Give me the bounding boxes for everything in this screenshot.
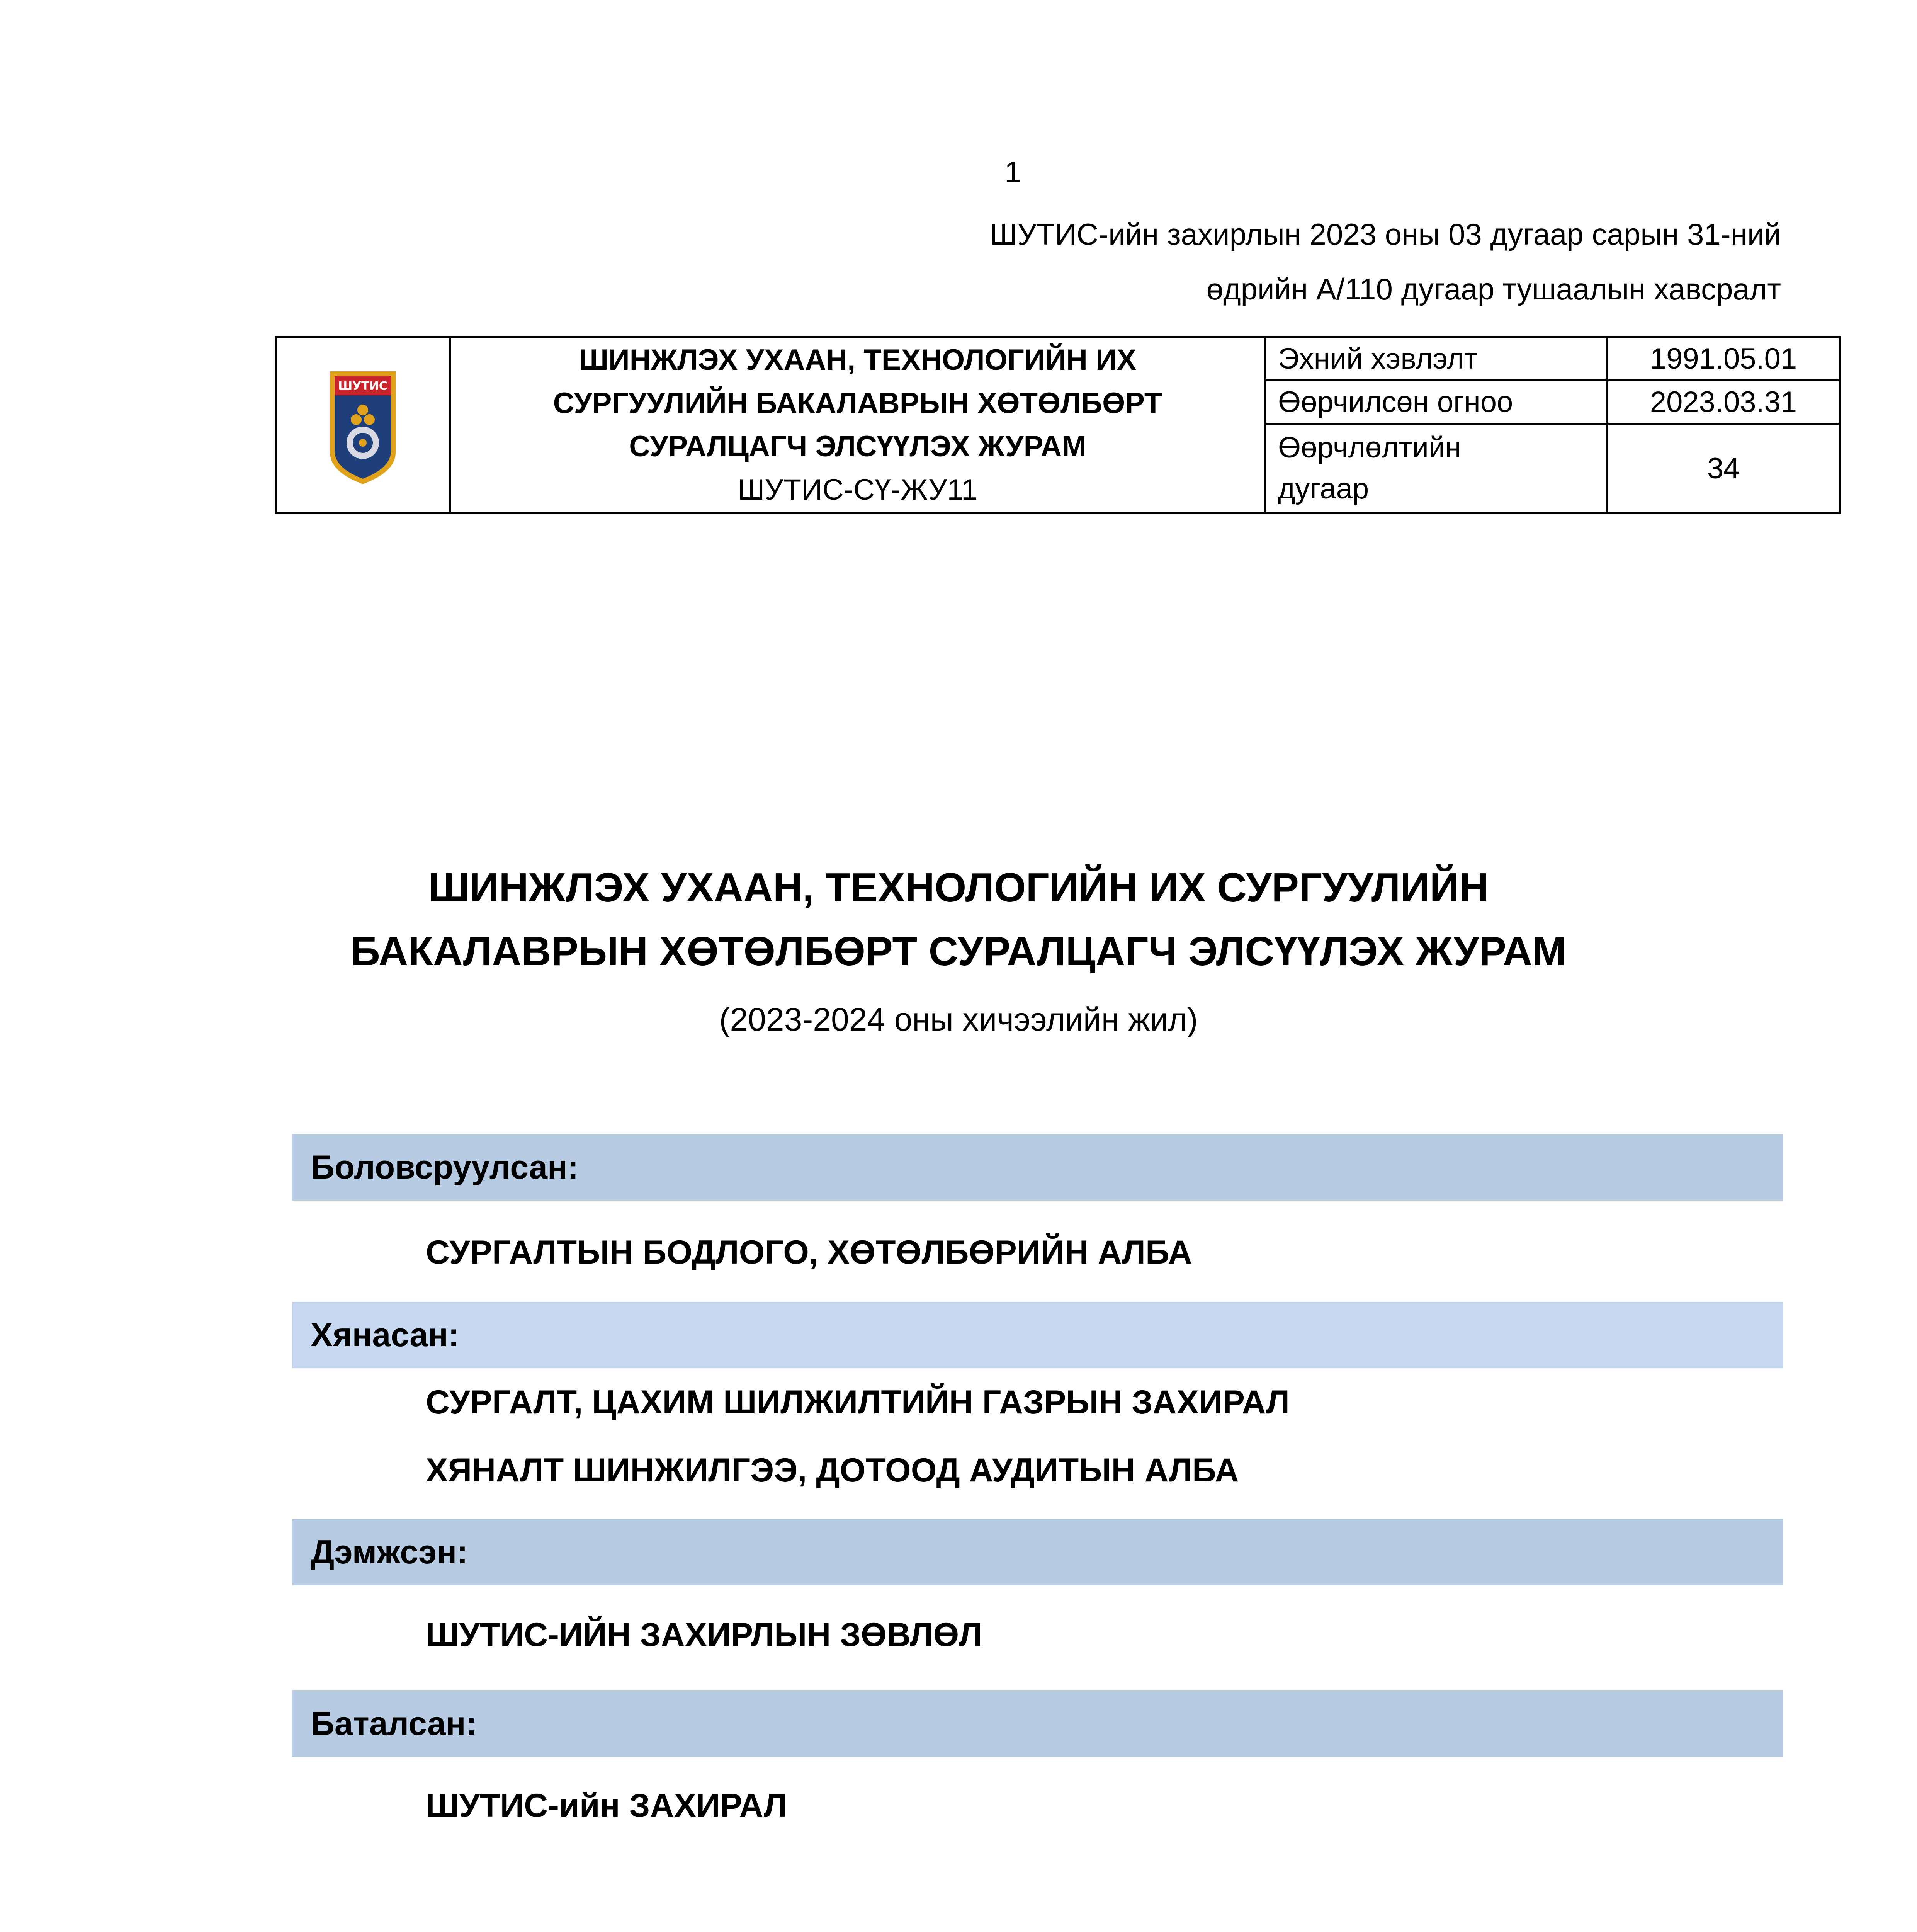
approval-name: СУРГАЛТ, ЦАХИМ ШИЛЖИЛТИЙН ГАЗРЫН ЗАХИРАЛ: [426, 1384, 1290, 1421]
order-reference-line-1: ШУТИС-ийн захирлын 2023 оны 03 дугаар сарын 31-ний: [989, 217, 1781, 251]
revision-number-label-line-1: Өөрчлөлтийн: [1278, 431, 1462, 464]
main-title: [0, 856, 1917, 983]
svg-text:ШУТИС: ШУТИС: [338, 379, 387, 393]
approval-section: [292, 1134, 1783, 1840]
header-title-line-3: СУРАЛЦАГЧ ЭЛСҮҮЛЭХ ЖУРАМ: [629, 430, 1086, 463]
first-edition-value: 1991.05.01: [1608, 337, 1840, 381]
document-header-table: [275, 336, 1841, 514]
revision-number-label-line-2: дугаар: [1278, 472, 1369, 505]
approval-name: ШУТИС-ийн ЗАХИРАЛ: [426, 1787, 787, 1824]
approval-heading-supported: Дэмжсэн:: [292, 1519, 1783, 1585]
approval-name: СУРГАЛТЫН БОДЛОГО, ХӨТӨЛБӨРИЙН АЛБА: [426, 1234, 1192, 1271]
academic-year-subtitle: (2023-2024 оны хичээлийн жил): [719, 1001, 1198, 1037]
approval-names-supported: [292, 1585, 1783, 1690]
main-title-line-1: ШИНЖЛЭХ УХААН, ТЕХНОЛОГИЙН ИХ СУРГУУЛИЙН: [428, 865, 1489, 910]
logo-cell: [276, 337, 450, 513]
revision-date-value: 2023.03.31: [1608, 381, 1840, 424]
main-title-line-2: БАКАЛАВРЫН ХӨТӨЛБӨРТ СУРАЛЦАГЧ ЭЛСҮҮЛЭХ ЖУРАМ: [350, 929, 1567, 974]
approval-names-reviewed: [292, 1368, 1783, 1519]
header-title-line-1: ШИНЖЛЭХ УХААН, ТЕХНОЛОГИЙН ИХ: [579, 344, 1137, 376]
revision-number-label: [1266, 424, 1608, 513]
document-title-cell: [450, 337, 1266, 513]
approval-name: ХЯНАЛТ ШИНЖИЛГЭЭ, ДОТООД АУДИТЫН АЛБА: [426, 1452, 1239, 1489]
revision-date-label: Өөрчилсөн огноо: [1266, 381, 1608, 424]
order-reference-line-2: өдрийн А/110 дугаар тушаалын хавсралт: [1206, 272, 1781, 306]
first-edition-label: Эхний хэвлэлт: [1266, 337, 1608, 381]
revision-number-value: 34: [1608, 424, 1840, 513]
document-code: ШУТИС-СҮ-ЖУ11: [738, 473, 978, 506]
order-reference: [777, 207, 1781, 316]
approval-names-prepared: [292, 1201, 1783, 1302]
approval-names-approved: [292, 1757, 1783, 1840]
approval-heading-prepared: Боловсруулсан:: [292, 1134, 1783, 1201]
approval-heading-reviewed: Хянасан:: [292, 1302, 1783, 1368]
university-logo-icon: [326, 356, 399, 487]
approval-heading-approved: Баталсан:: [292, 1690, 1783, 1757]
approval-name: ШУТИС-ИЙН ЗАХИРЛЫН ЗӨВЛӨЛ: [426, 1616, 982, 1653]
header-title-line-2: СУРГУУЛИЙН БАКАЛАВРЫН ХӨТӨЛБӨРТ: [553, 387, 1162, 420]
page-number: 1: [1004, 155, 1021, 189]
